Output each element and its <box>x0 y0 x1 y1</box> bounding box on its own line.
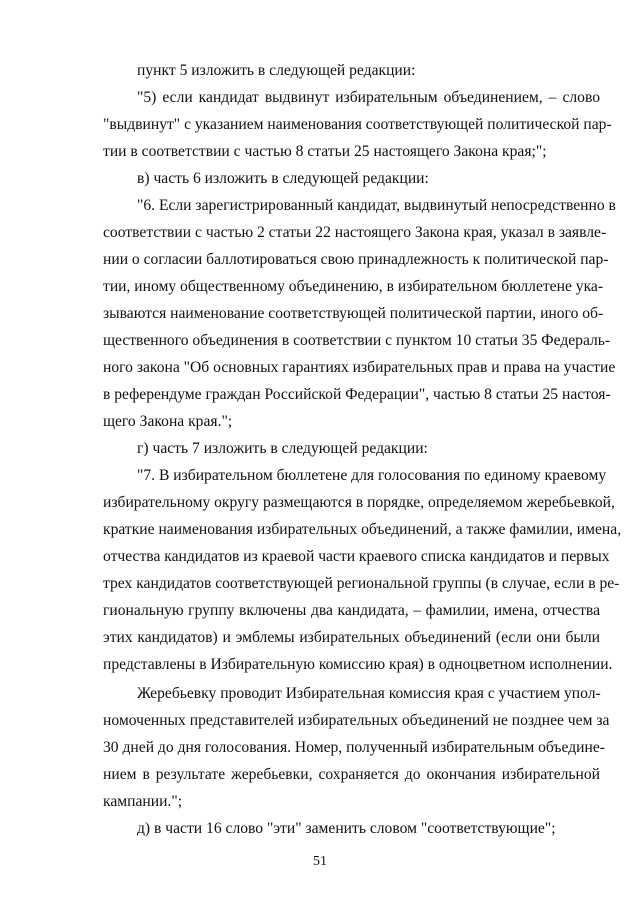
text-line: тии в соответствии с частью 8 статьи 25 настоящего Закона края;"; <box>103 143 547 160</box>
text-line: краткие наименования избирательных объединений, а также фамилии, имена, <box>103 521 622 538</box>
text-line: номоченных представителей избирательных объединений не позднее чем за <box>103 712 610 729</box>
text-line: в) часть 6 изложить в следующей редакции: <box>137 170 429 187</box>
text-line: этих кандидатов) и эмблемы избирательных объединений (если они были <box>103 629 600 646</box>
text-line: "5) если кандидат выдвинут избирательным объединением, – слово <box>137 89 600 106</box>
paragraph-amend-point-5 <box>103 57 600 84</box>
paragraph-part-6-text <box>103 192 616 435</box>
text-line: тии, иному общественному объединению, в избирательном бюллетене ука- <box>103 278 604 295</box>
text-line: пункт 5 изложить в следующей редакции: <box>137 62 416 79</box>
paragraph-point-5-text <box>103 84 612 165</box>
text-line: щего Закона края."; <box>103 413 233 430</box>
text-line: гиональную группу включены два кандидата, – фамилии, имена, отчества <box>103 602 600 619</box>
text-line: соответствии с частью 2 статьи 22 настоящего Закона края, указал в заявле- <box>103 224 607 241</box>
text-line: представлены в Избирательную комиссию края) в одноцветном исполнении. <box>103 656 613 673</box>
paragraph-part-7-text <box>103 462 622 678</box>
text-line: "7. В избирательном бюллетене для голосования по единому краевому <box>137 467 607 484</box>
text-line: 30 дней до дня голосования. Номер, полученный избирательным объедине- <box>103 739 605 756</box>
text-line: "6. Если зарегистрированный кандидат, выдвинутый непосредственно в <box>137 197 616 214</box>
document-body <box>103 57 622 842</box>
text-line: Жеребьевку проводит Избирательная комиссия края с участием упол- <box>137 685 601 702</box>
paragraph-amend-part-16 <box>103 815 600 842</box>
text-line: д) в части 16 слово "эти" заменить словом "соответствующие"; <box>137 820 556 837</box>
paragraph-draw-text <box>103 680 610 815</box>
paragraph-amend-part-6 <box>103 165 600 192</box>
text-line: кампании."; <box>103 793 183 810</box>
text-line: зываются наименование соответствующей политической партии, иного об- <box>103 305 604 322</box>
paragraph-amend-part-7 <box>103 435 600 462</box>
text-line: трех кандидатов соответствующей региональной группы (в случае, если в ре- <box>103 575 620 592</box>
text-line: ного закона "Об основных гарантиях избирательных прав и права на участие <box>103 359 616 376</box>
text-line: отчества кандидатов из краевой части краевого списка кандидатов и первых <box>103 548 610 565</box>
text-line: щественного объединения в соответствии с пунктом 10 статьи 35 Федераль- <box>103 332 611 349</box>
text-line: нием в результате жеребьевки, сохраняется до окончания избирательной <box>103 766 600 783</box>
page-number: 51 <box>313 854 327 869</box>
text-line: нии о согласии баллотироваться свою принадлежность к политической пар- <box>103 251 609 268</box>
text-line: "выдвинут" с указанием наименования соответствующей политической пар- <box>103 116 612 133</box>
text-line: г) часть 7 изложить в следующей редакции: <box>137 440 428 457</box>
text-line: в референдуме граждан Российской Федерации", частью 8 статьи 25 настоя- <box>103 386 611 403</box>
text-line: избирательному округу размещаются в порядке, определяемом жеребьевкой, <box>103 494 615 511</box>
